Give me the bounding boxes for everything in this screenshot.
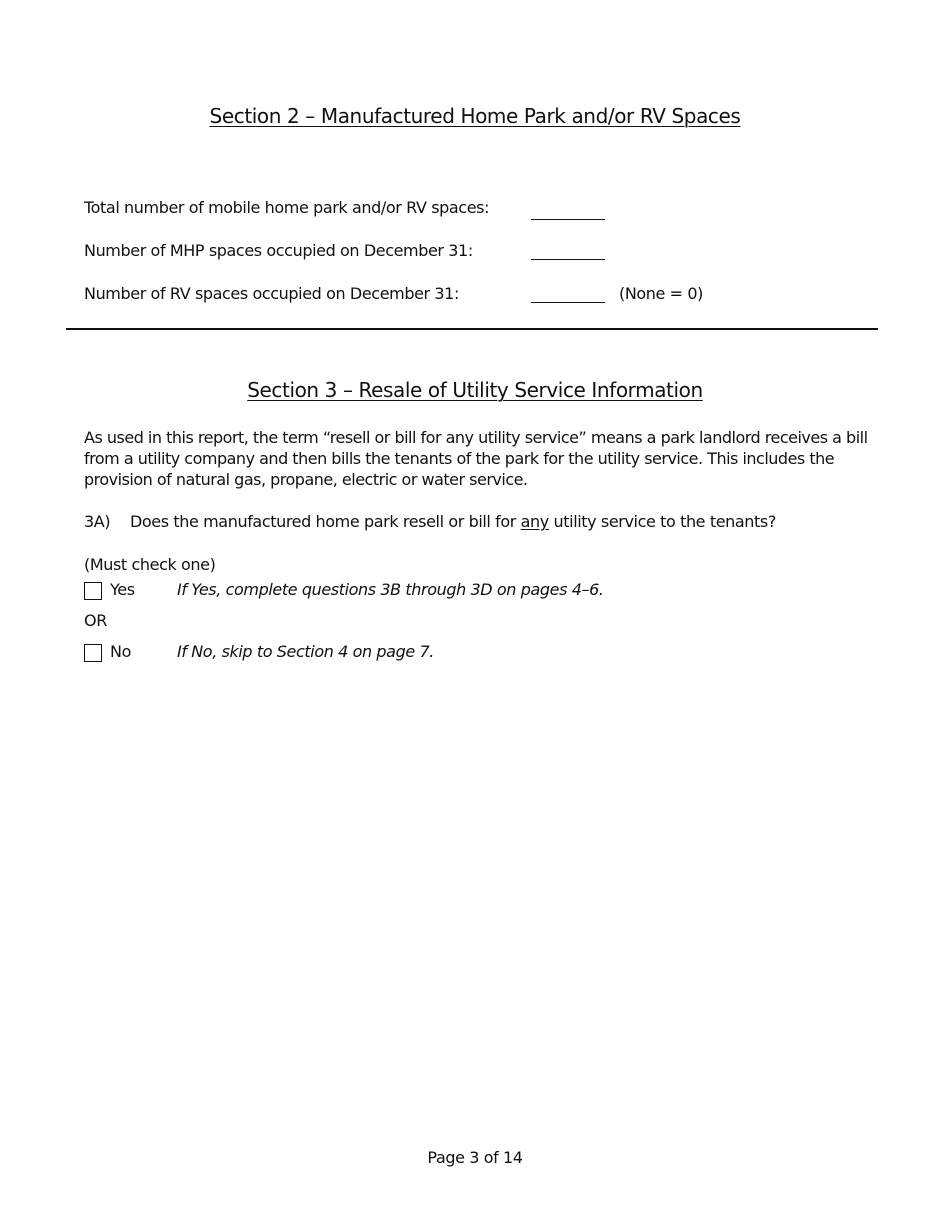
no-label: No — [110, 642, 131, 661]
question-3a — [84, 512, 776, 531]
yes-checkbox[interactable] — [84, 582, 102, 600]
yes-label: Yes — [110, 580, 135, 599]
question-number: 3A) — [84, 512, 111, 531]
total-spaces-input[interactable] — [531, 219, 605, 220]
question-text-after: utility service to the tenants? — [548, 512, 776, 531]
mhp-occupied-input[interactable] — [531, 259, 605, 260]
none-equals-zero-note: (None = 0) — [619, 284, 703, 303]
question-text-before: Does the manufactured home park resell or bill for — [130, 512, 521, 531]
total-spaces-label: Total number of mobile home park and/or RV spaces: — [84, 198, 490, 217]
section-3-heading: Section 3 – Resale of Utility Service Information — [247, 378, 703, 402]
must-check-note: (Must check one) — [84, 555, 216, 574]
yes-instruction: If Yes, complete questions 3B through 3D on pages 4–6. — [177, 580, 604, 599]
rv-occupied-label: Number of RV spaces occupied on December 31: — [84, 284, 459, 303]
no-checkbox[interactable] — [84, 644, 102, 662]
rv-occupied-input[interactable] — [531, 302, 605, 303]
definition-paragraph: As used in this report, the term “resell or bill for any utility service” means a park landlord receives a bill from a utility company and then bills the tenants of the park for the utility service. This includes the provision of natural gas, propane, electric or water service. — [84, 428, 868, 489]
section-divider — [66, 328, 878, 330]
section-2-heading: Section 2 – Manufactured Home Park and/or RV Spaces — [209, 104, 741, 128]
question-emphasis: any — [520, 512, 549, 531]
or-label: OR — [84, 611, 107, 630]
no-instruction: If No, skip to Section 4 on page 7. — [177, 642, 434, 661]
page-number: Page 3 of 14 — [427, 1148, 523, 1167]
mhp-occupied-label: Number of MHP spaces occupied on December 31: — [84, 241, 473, 260]
